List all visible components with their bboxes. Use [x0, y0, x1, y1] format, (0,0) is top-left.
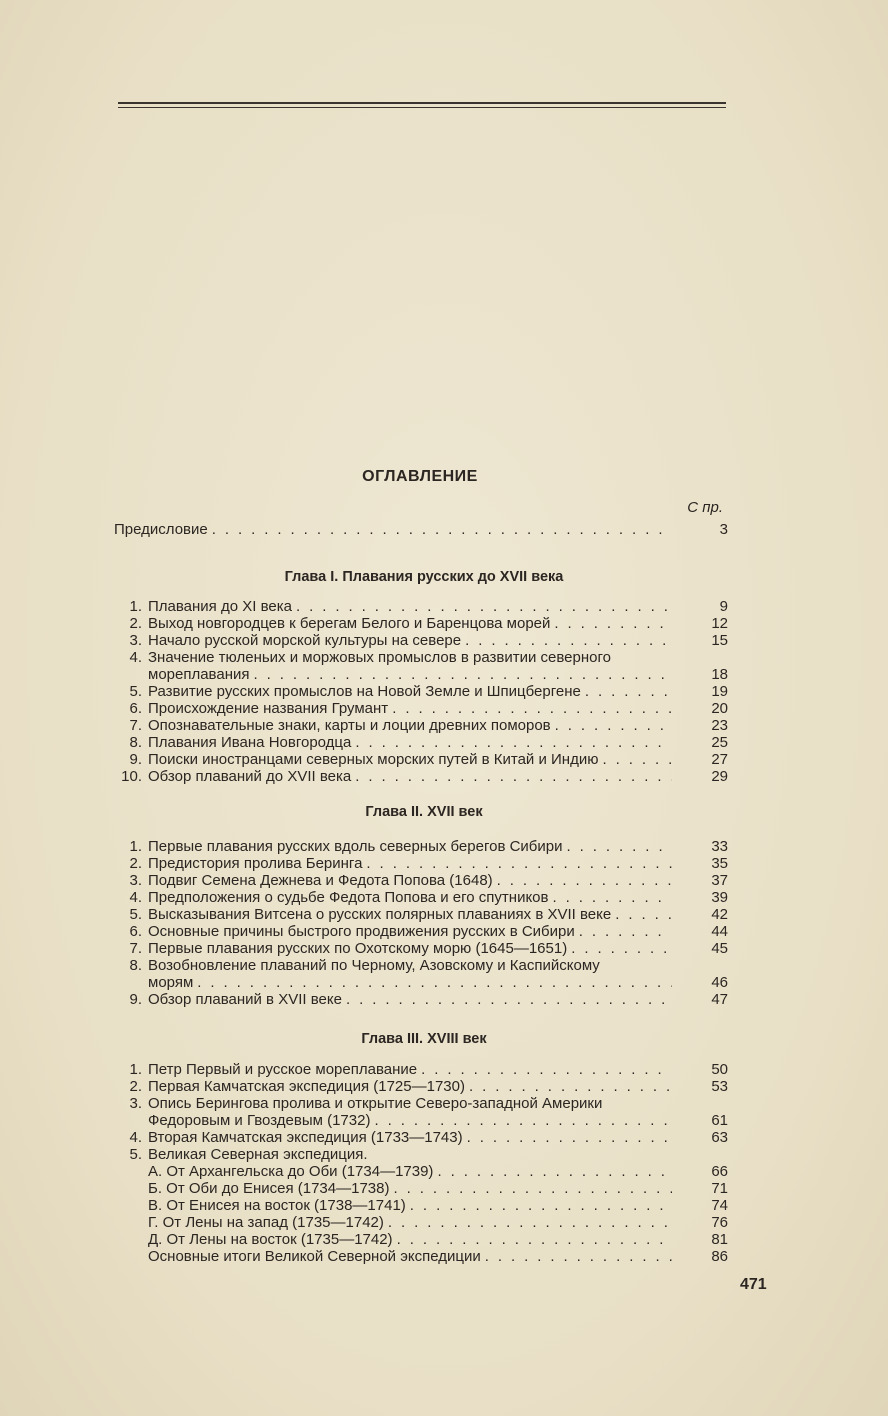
- toc-entry: [108, 700, 728, 717]
- entry-page: 42: [711, 906, 728, 923]
- entry-text-continued: мореплавания: [148, 666, 250, 683]
- entry-text-continued: морям: [148, 974, 194, 991]
- entry-page: 81: [711, 1231, 728, 1248]
- entry-text: Обзор плаваний в XVII веке: [148, 991, 342, 1008]
- entry-number: 2.: [129, 615, 142, 632]
- entry-page: 44: [711, 923, 728, 940]
- entry-page: 3: [719, 521, 728, 538]
- dot-leader: [397, 1231, 672, 1248]
- dot-leader: [555, 717, 672, 734]
- chapter-1-list: [108, 598, 728, 785]
- dot-leader: [485, 1248, 672, 1265]
- entry-text: Опознавательные знаки, карты и лоции древних поморов: [148, 717, 551, 734]
- chapter-heading: Глава I. Плавания русских до XVII века: [284, 569, 564, 585]
- entry-text: Петр Первый и русское мореплавание: [148, 1061, 418, 1078]
- toc-entry: [108, 957, 728, 974]
- entry-text: Высказывания Витсена о русских полярных плаваниях в XVII веке: [148, 906, 612, 923]
- page-column-label: С пр.: [687, 499, 723, 516]
- dot-leader: [437, 1163, 672, 1180]
- entry-text: А. От Архангельска до Оби (1734—1739): [148, 1163, 434, 1180]
- entry-text: Предисловие: [114, 521, 208, 538]
- top-rule: [118, 102, 726, 104]
- toc-entry-continuation: [108, 974, 728, 991]
- entry-text: Значение тюленьих и моржовых промыслов в развитии северного: [148, 649, 611, 666]
- chapter-heading: Глава II. XVII век: [365, 804, 483, 820]
- entry-number: 2.: [129, 855, 142, 872]
- entry-text: Происхождение названия Грумант: [148, 700, 389, 717]
- entry-page: 74: [711, 1197, 728, 1214]
- chapter-heading: Глава III. XVIII век: [361, 1031, 487, 1047]
- dot-leader: [579, 923, 672, 940]
- entry-page: 86: [711, 1248, 728, 1265]
- entry-text: Б. От Оби до Енисея (1734—1738): [148, 1180, 390, 1197]
- toc-entry: [108, 1248, 728, 1265]
- toc-entry: [108, 1061, 728, 1078]
- entry-number: 3.: [129, 872, 142, 889]
- entry-number: 5.: [129, 683, 142, 700]
- toc-entry: [108, 717, 728, 734]
- toc-entry: [108, 1180, 728, 1197]
- entry-text: Плавания Ивана Новгородца: [148, 734, 352, 751]
- dot-leader: [571, 940, 672, 957]
- entry-number: 6.: [129, 923, 142, 940]
- toc-entry: [108, 1146, 728, 1163]
- entry-text: Предистория пролива Беринга: [148, 855, 363, 872]
- entry-page: 23: [711, 717, 728, 734]
- entry-number: 3.: [129, 1095, 142, 1112]
- toc-entry: [108, 768, 728, 785]
- toc-entry: [108, 1197, 728, 1214]
- entry-text-continued: Федоровым и Гвоздевым (1732): [148, 1112, 371, 1129]
- entry-page: 46: [711, 974, 728, 991]
- toc-entry: [108, 872, 728, 889]
- entry-number: 5.: [129, 1146, 142, 1163]
- entry-number: 9.: [129, 991, 142, 1008]
- page-title: ОГЛАВЛЕНИЕ: [362, 468, 478, 485]
- entry-text: Г. От Лены на запад (1735—1742): [148, 1214, 384, 1231]
- dot-leader: [253, 666, 672, 683]
- dot-leader: [567, 838, 673, 855]
- dot-leader: [615, 906, 672, 923]
- toc-entry: [108, 1163, 728, 1180]
- entry-text: Первая Камчатская экспедиция (1725—1730): [148, 1078, 465, 1095]
- toc-entry: [108, 1078, 728, 1095]
- toc-entry: [108, 734, 728, 751]
- toc-entry-continuation: [108, 666, 728, 683]
- entry-number: 3.: [129, 632, 142, 649]
- toc-entry: [108, 838, 728, 855]
- dot-leader: [553, 889, 673, 906]
- page-number: 471: [740, 1276, 767, 1293]
- entry-text: Основные причины быстрого продвижения русских в Сибири: [148, 923, 575, 940]
- entry-text: Поиски иностранцами северных морских путей в Китай и Индию: [148, 751, 599, 768]
- entry-number: 4.: [129, 649, 142, 666]
- entry-page: 15: [711, 632, 728, 649]
- toc-entry: [108, 889, 728, 906]
- entry-number: 2.: [129, 1078, 142, 1095]
- dot-leader: [346, 991, 672, 1008]
- entry-text: Выход новгородцев к берегам Белого и Баренцова морей: [148, 615, 551, 632]
- entry-page: 9: [719, 598, 728, 615]
- dot-leader: [355, 768, 672, 785]
- dot-leader: [469, 1078, 672, 1095]
- entry-page: 20: [711, 700, 728, 717]
- entry-text: Первые плавания русских вдоль северных берегов Сибири: [148, 838, 563, 855]
- preface-entry: [114, 521, 728, 538]
- toc-entry: [108, 632, 728, 649]
- toc-entry: [108, 1129, 728, 1146]
- dot-leader: [392, 700, 672, 717]
- dot-leader: [374, 1112, 672, 1129]
- top-rule-thin: [118, 107, 726, 108]
- toc-entry: [108, 615, 728, 632]
- entry-number: 7.: [129, 940, 142, 957]
- entry-number: 4.: [129, 1129, 142, 1146]
- entry-page: 33: [711, 838, 728, 855]
- dot-leader: [467, 1129, 672, 1146]
- entry-page: 61: [711, 1112, 728, 1129]
- toc-entry: [108, 855, 728, 872]
- entry-page: 18: [711, 666, 728, 683]
- dot-leader: [554, 615, 672, 632]
- toc-entry: [108, 940, 728, 957]
- dot-leader: [465, 632, 672, 649]
- toc-entry: [108, 683, 728, 700]
- toc-entry: [108, 906, 728, 923]
- entry-text: Плавания до XI века: [148, 598, 292, 615]
- toc-entry-continuation: [108, 1112, 728, 1129]
- entry-text: Начало русской морской культуры на севере: [148, 632, 462, 649]
- dot-leader: [585, 683, 672, 700]
- entry-page: 63: [711, 1129, 728, 1146]
- entry-page: 45: [711, 940, 728, 957]
- entry-page: 53: [711, 1078, 728, 1095]
- entry-page: 71: [711, 1180, 728, 1197]
- entry-text: Подвиг Семена Дежнева и Федота Попова (1648): [148, 872, 493, 889]
- entry-number: 9.: [129, 751, 142, 768]
- toc-entry: [108, 1231, 728, 1248]
- toc-entry: [108, 1095, 728, 1112]
- entry-page: 29: [711, 768, 728, 785]
- chapter-2-list: [108, 838, 728, 1008]
- entry-text: Развитие русских промыслов на Новой Земле и Шпицбергене: [148, 683, 581, 700]
- dot-leader: [388, 1214, 672, 1231]
- dot-leader: [197, 974, 672, 991]
- entry-text: В. От Енисея на восток (1738—1741): [148, 1197, 406, 1214]
- entry-text: Возобновление плаваний по Черному, Азовскому и Каспийскому: [148, 957, 600, 974]
- entry-page: 25: [711, 734, 728, 751]
- dot-leader: [212, 521, 672, 538]
- entry-number: 6.: [129, 700, 142, 717]
- dot-leader: [296, 598, 672, 615]
- entry-number: 7.: [129, 717, 142, 734]
- toc-entry: [108, 751, 728, 768]
- toc-entry: [108, 1214, 728, 1231]
- entry-page: 66: [711, 1163, 728, 1180]
- dot-leader: [355, 734, 672, 751]
- entry-page: 37: [711, 872, 728, 889]
- entry-text: Д. От Лены на восток (1735—1742): [148, 1231, 393, 1248]
- entry-text: Обзор плаваний до XVII века: [148, 768, 352, 785]
- entry-number: 4.: [129, 889, 142, 906]
- entry-number: 1.: [129, 1061, 142, 1078]
- toc-entry: [108, 991, 728, 1008]
- entry-number: 8.: [129, 734, 142, 751]
- entry-text: Опись Берингова пролива и открытие Северо-западной Америки: [148, 1095, 603, 1112]
- entry-number: 1.: [129, 598, 142, 615]
- dot-leader: [393, 1180, 672, 1197]
- entry-text: Вторая Камчатская экспедиция (1733—1743): [148, 1129, 463, 1146]
- entry-number: 10.: [121, 768, 142, 785]
- chapter-3-list: [108, 1061, 728, 1265]
- entry-page: 76: [711, 1214, 728, 1231]
- dot-leader: [497, 872, 672, 889]
- toc-entry: [108, 649, 728, 666]
- dot-leader: [366, 855, 672, 872]
- entry-number: 8.: [129, 957, 142, 974]
- entry-page: 39: [711, 889, 728, 906]
- entry-page: 27: [711, 751, 728, 768]
- toc-entry: [108, 923, 728, 940]
- entry-page: 19: [711, 683, 728, 700]
- entry-page: 35: [711, 855, 728, 872]
- entry-page: 50: [711, 1061, 728, 1078]
- entry-text: Предположения о судьбе Федота Попова и его спутников: [148, 889, 549, 906]
- entry-page: 47: [711, 991, 728, 1008]
- entry-text: Великая Северная экспедиция.: [148, 1146, 368, 1163]
- entry-number: 1.: [129, 838, 142, 855]
- entry-page: 12: [711, 615, 728, 632]
- dot-leader: [410, 1197, 672, 1214]
- toc-entry: [108, 598, 728, 615]
- entry-text: Основные итоги Великой Северной экспедиции: [148, 1248, 481, 1265]
- dot-leader: [602, 751, 672, 768]
- dot-leader: [421, 1061, 672, 1078]
- entry-text: Первые плавания русских по Охотскому морю (1645—1651): [148, 940, 568, 957]
- entry-number: 5.: [129, 906, 142, 923]
